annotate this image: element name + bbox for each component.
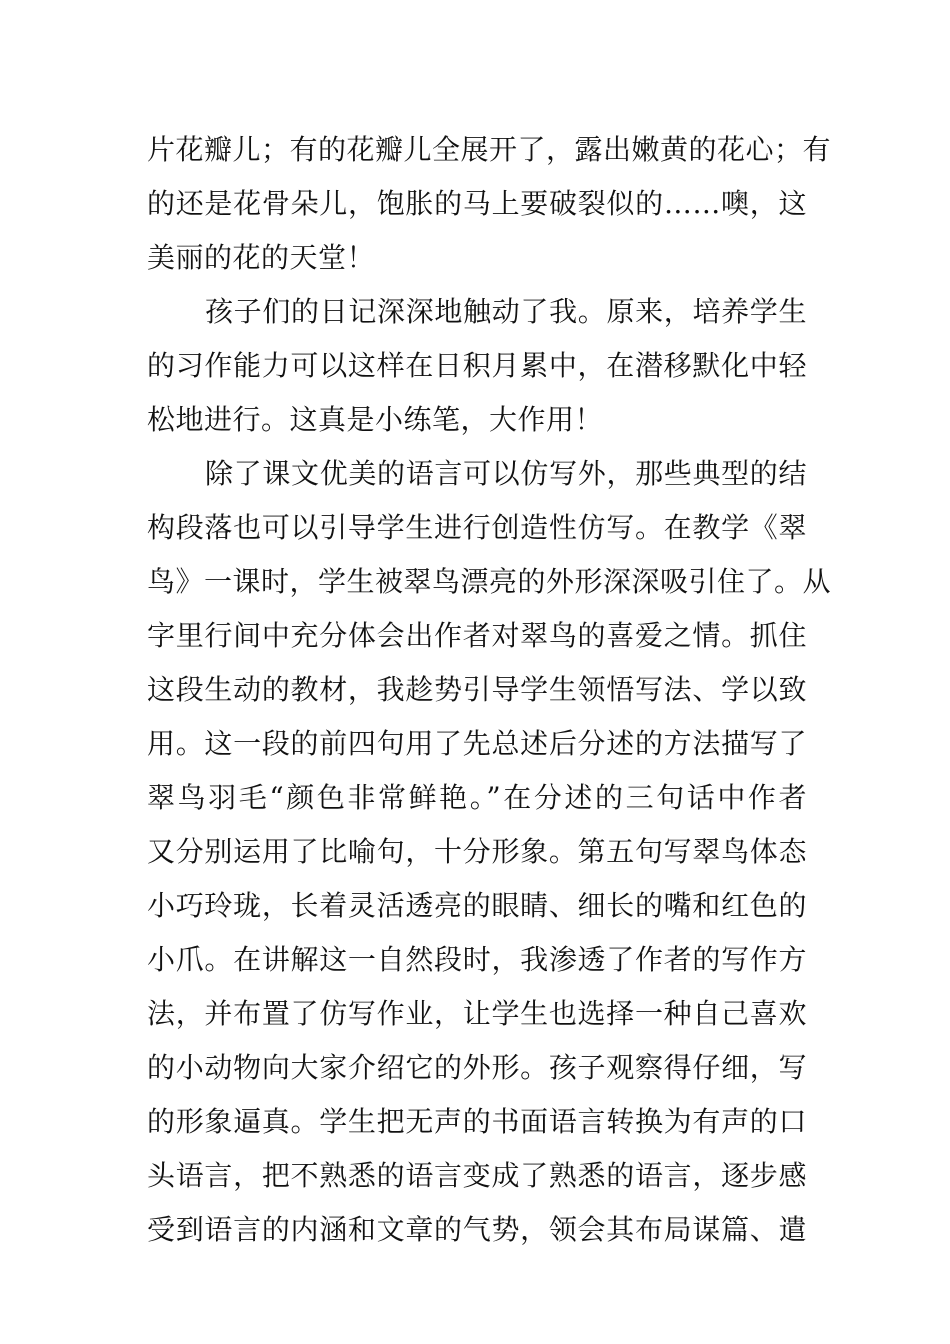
text-line: 小爪。在讲解这一自然段时，我渗透了作者的写作方 [147, 943, 807, 976]
text-line: 头语言，把不熟悉的语言变成了熟悉的语言，逐步感 [147, 1159, 807, 1192]
paragraph [147, 447, 832, 1257]
text-line: 美丽的花的天堂！ [147, 241, 376, 274]
text-line: 用。这一段的前四句用了先总述后分述的方法描写了 [147, 727, 807, 760]
text-line: 松地进行。这真是小练笔，大作用！ [147, 403, 604, 436]
text-line: 鸟》一课时，学生被翠鸟漂亮的外形深深吸引住了。从 [147, 565, 832, 598]
text-line: 的形象逼真。学生把无声的书面语言转换为有声的口 [147, 1105, 807, 1138]
text-line: 字里行间中充分体会出作者对翠鸟的喜爱之情。抓住 [147, 619, 807, 652]
text-line: 受到语言的内涵和文章的气势，领会其布局谋篇、遣 [147, 1213, 807, 1246]
text-body [147, 123, 832, 1257]
paragraph [147, 285, 807, 447]
text-line: 的小动物向大家介绍它的外形。孩子观察得仔细，写 [147, 1051, 807, 1084]
text-line: 法，并布置了仿写作业，让学生也选择一种自己喜欢 [147, 997, 807, 1030]
text-line: 的还是花骨朵儿，饱胀的马上要破裂似的……噢，这 [147, 187, 807, 220]
text-line: 除了课文优美的语言可以仿写外，那些典型的结 [205, 457, 807, 490]
text-line: 这段生动的教材，我趁势引导学生领悟写法、学以致 [147, 673, 807, 706]
text-line: 构段落也可以引导学生进行创造性仿写。在教学《翠 [147, 511, 807, 544]
text-line: 翠鸟羽毛“颜色非常鲜艳。”在分述的三句话中作者 [147, 781, 807, 814]
text-line: 片花瓣儿；有的花瓣儿全展开了，露出嫩黄的花心；有 [147, 133, 832, 166]
text-line: 又分别运用了比喻句，十分形象。第五句写翠鸟体态 [147, 835, 807, 868]
text-line: 的习作能力可以这样在日积月累中，在潜移默化中轻 [147, 349, 807, 382]
text-line: 小巧玲珑，长着灵活透亮的眼睛、细长的嘴和红色的 [147, 889, 807, 922]
paragraph [147, 123, 832, 285]
text-line: 孩子们的日记深深地触动了我。原来，培养学生 [205, 295, 807, 328]
